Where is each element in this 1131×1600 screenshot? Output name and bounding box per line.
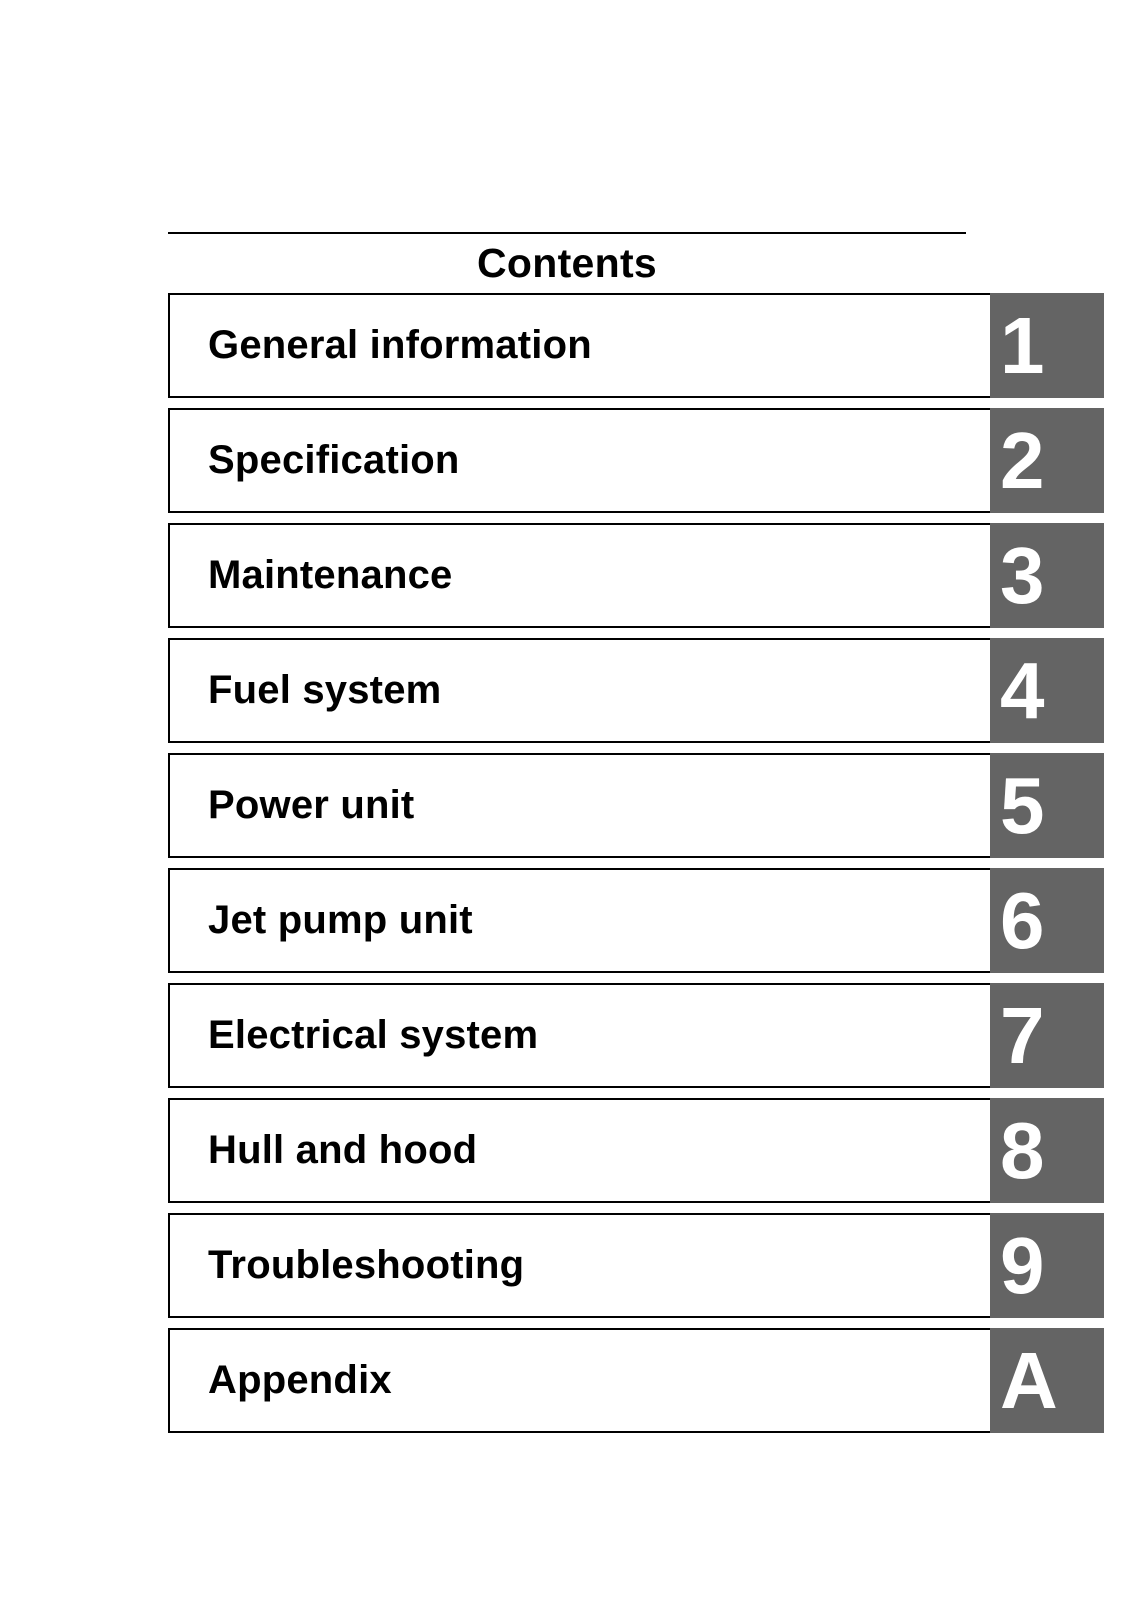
toc-entry-specification[interactable] (168, 408, 1104, 513)
page-title: Contents (476, 240, 658, 286)
section-number: A (1000, 1335, 1058, 1425)
toc-entry-box (168, 868, 990, 973)
section-number: 4 (1000, 645, 1045, 735)
toc-entry-label: Fuel system (208, 668, 442, 712)
section-number: 8 (1000, 1105, 1045, 1195)
toc-entry-hull-and-hood[interactable] (168, 1098, 1104, 1203)
toc-entry-appendix[interactable] (168, 1328, 1104, 1433)
toc-entry-troubleshooting[interactable] (168, 1213, 1104, 1318)
section-tab[interactable] (990, 1098, 1104, 1203)
section-number: 5 (1000, 760, 1045, 850)
toc-entry-box (168, 983, 990, 1088)
toc-entry-box (168, 1098, 990, 1203)
section-tab[interactable] (990, 1213, 1104, 1318)
toc-entry-label: Troubleshooting (208, 1243, 525, 1287)
toc-entry-label: Hull and hood (208, 1128, 478, 1172)
section-number: 3 (1000, 530, 1045, 620)
section-number: 9 (1000, 1220, 1045, 1310)
toc-entry-box (168, 408, 990, 513)
toc-entry-box (168, 753, 990, 858)
table-of-contents (168, 293, 1104, 1433)
toc-entry-box (168, 1328, 990, 1433)
section-tab[interactable] (990, 638, 1104, 743)
toc-entry-label: Specification (208, 438, 460, 482)
section-tab[interactable] (990, 753, 1104, 858)
section-tab[interactable] (990, 983, 1104, 1088)
toc-entry-box (168, 293, 990, 398)
toc-entry-label: Electrical system (208, 1013, 539, 1057)
toc-entry-box (168, 523, 990, 628)
section-tab[interactable] (990, 293, 1104, 398)
toc-entry-fuel-system[interactable] (168, 638, 1104, 743)
toc-entry-box (168, 1213, 990, 1318)
section-tab[interactable] (990, 868, 1104, 973)
section-tab[interactable] (990, 408, 1104, 513)
title-rule (168, 232, 966, 234)
toc-entry-jet-pump-unit[interactable] (168, 868, 1104, 973)
toc-entry-label: Power unit (208, 783, 415, 827)
toc-entry-label: Jet pump unit (208, 898, 473, 942)
toc-entry-maintenance[interactable] (168, 523, 1104, 628)
toc-entry-power-unit[interactable] (168, 753, 1104, 858)
section-tab[interactable] (990, 523, 1104, 628)
section-tab[interactable] (990, 1328, 1104, 1433)
toc-entry-label: Appendix (208, 1358, 392, 1402)
toc-entry-electrical-system[interactable] (168, 983, 1104, 1088)
toc-entry-label: General information (208, 323, 592, 367)
section-number: 1 (1000, 300, 1045, 390)
section-number: 7 (1000, 990, 1045, 1080)
toc-entry-box (168, 638, 990, 743)
toc-entry-label: Maintenance (208, 553, 453, 597)
section-number: 2 (1000, 415, 1045, 505)
toc-entry-general-information[interactable] (168, 293, 1104, 398)
section-number: 6 (1000, 875, 1045, 965)
